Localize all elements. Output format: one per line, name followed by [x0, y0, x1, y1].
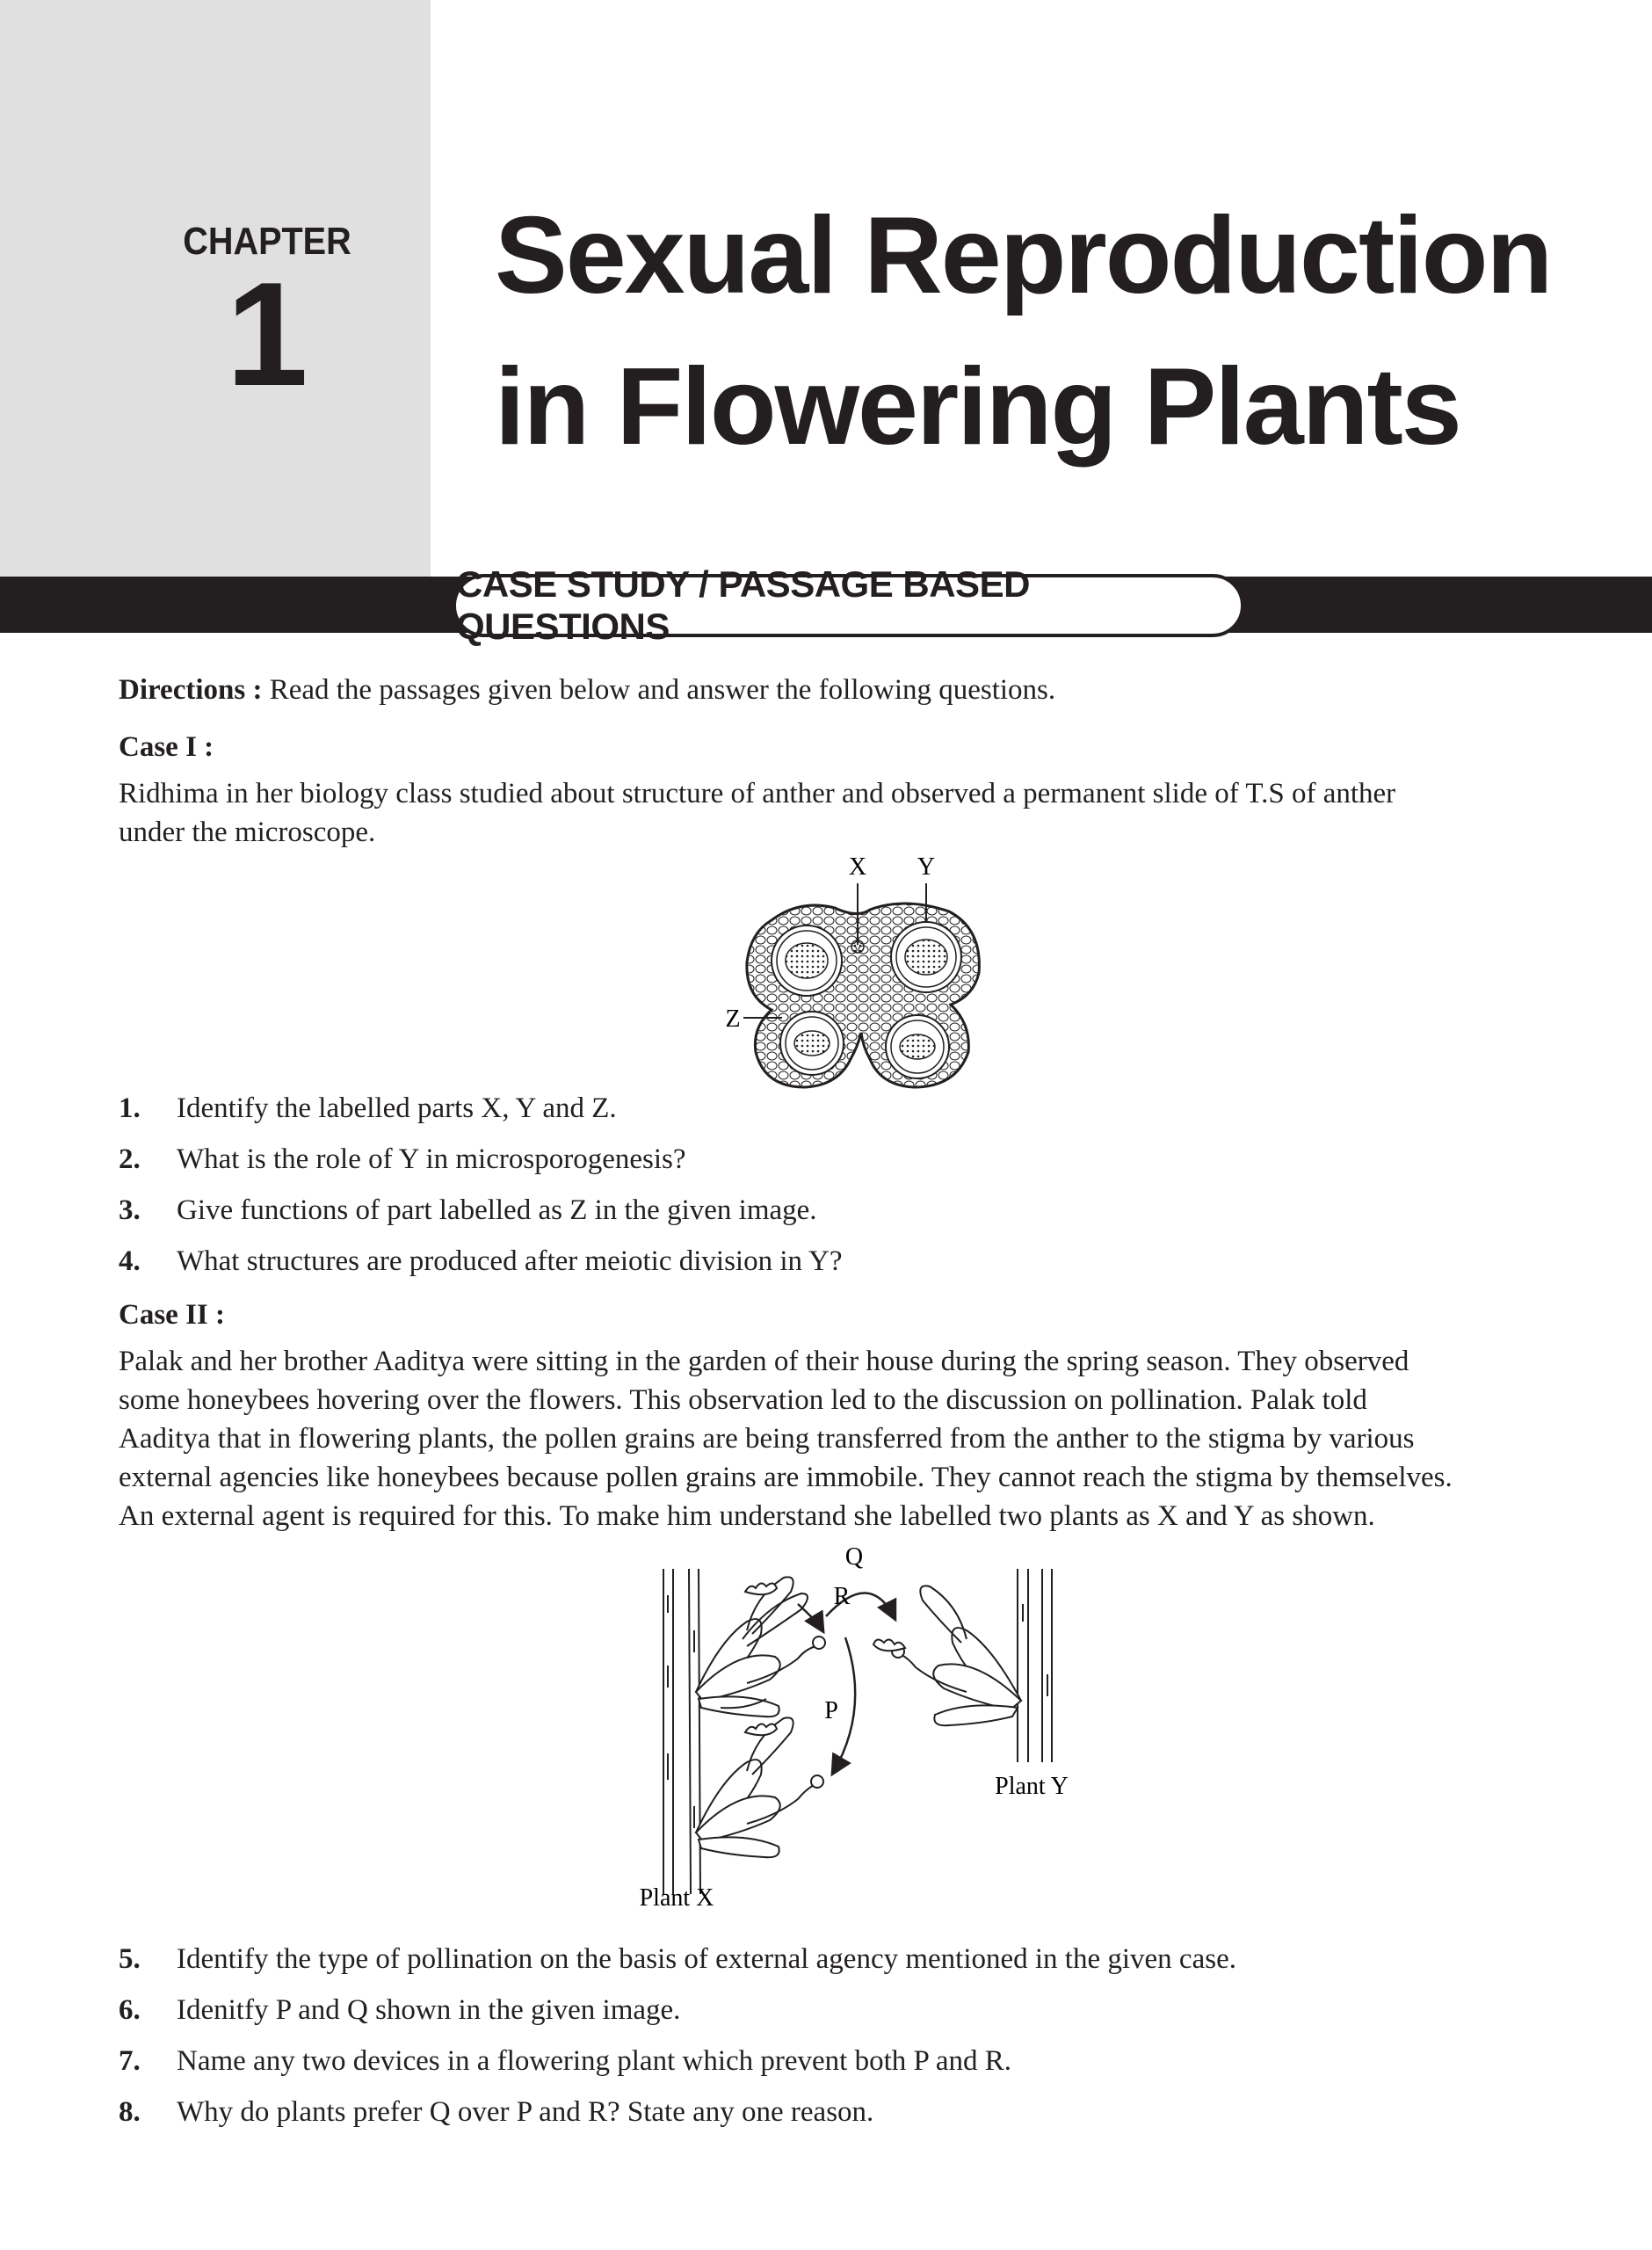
pollen-sac-upper-right — [891, 922, 961, 992]
figure-label-p: P — [824, 1697, 838, 1724]
case-2-passage-line: Palak and her brother Aaditya were sitting in the garden of their house during the spring season. They observed — [119, 1346, 1409, 1377]
question-text: What structures are produced after meiotic division in Y? — [177, 1245, 843, 1277]
chapter-label: CHAPTER — [183, 220, 351, 263]
chapter-number: 1 — [226, 251, 308, 417]
plant-x-lower-flower — [696, 1717, 823, 1857]
directions-text: Read the passages given below and answer the following questions. — [262, 674, 1056, 706]
case-2-passage-line: external agencies like honeybees because pollen grains are immobile. They cannot reach the stigma by themselves. — [119, 1462, 1453, 1493]
pollen-sac-lower-left — [780, 1012, 844, 1075]
case-2-passage-line: An external agent is required for this. To make him understand she labelled two plants as X and Y as shown. — [119, 1500, 1375, 1532]
pollination-figure — [615, 1542, 1107, 1916]
question-text: Why do plants prefer Q over P and R? State any one reason. — [177, 2096, 874, 2128]
question-text: Give functions of part labelled as Z in the given image. — [177, 1194, 817, 1226]
question-item — [119, 2093, 1538, 2144]
question-item — [119, 1089, 1538, 1140]
title-line-1: Sexual Reproduction — [495, 195, 1552, 316]
figure-label-plant-y: Plant Y — [995, 1773, 1069, 1800]
title-line-2: in Flowering Plants — [495, 346, 1460, 468]
case-1-passage — [119, 774, 1538, 852]
connective-tissue — [851, 940, 864, 953]
question-number: 2. — [119, 1143, 141, 1175]
plant-y-stem — [1018, 1569, 1052, 1762]
case-2-passage-line: Aaditya that in flowering plants, the pollen grains are being transferred from the anther to the stigma by various — [119, 1423, 1415, 1455]
question-number: 4. — [119, 1245, 141, 1277]
question-number: 6. — [119, 1994, 141, 2026]
question-item — [119, 1991, 1538, 2042]
case-1-questions — [119, 1089, 1538, 1293]
figure-label-y: Y — [917, 853, 936, 881]
question-number: 8. — [119, 2096, 141, 2128]
pollen-sac-lower-right — [886, 1015, 949, 1078]
question-text: Idenitfy P and Q shown in the given image. — [177, 1994, 681, 2026]
question-item — [119, 1940, 1538, 1991]
case-1-passage-line: Ridhima in her biology class studied about structure of anther and observed a permanent slide of T.S of anther — [119, 778, 1396, 809]
question-item — [119, 1140, 1538, 1191]
page-title — [495, 180, 1593, 483]
case-2-heading: Case II : — [119, 1299, 225, 1331]
arrow-r — [798, 1604, 822, 1630]
question-number: 7. — [119, 2045, 141, 2077]
figure-label-plant-x: Plant X — [639, 1884, 714, 1912]
pollen-sac-upper-left — [772, 925, 842, 996]
directions — [119, 671, 1538, 709]
question-item — [119, 1191, 1538, 1242]
figure-label-q: Q — [844, 1543, 864, 1571]
section-banner-label: CASE STUDY / PASSAGE BASED QUESTIONS — [453, 574, 1244, 637]
question-item — [119, 2042, 1538, 2093]
plant-x-upper-flower — [696, 1577, 825, 1717]
case-1-passage-line: under the microscope. — [119, 817, 376, 848]
question-text: Identify the type of pollination on the basis of external agency mentioned in the given case. — [177, 1943, 1236, 1975]
case-1-heading: Case I : — [119, 731, 214, 763]
figure-label-z: Z — [725, 1005, 741, 1033]
case-2-passage — [119, 1342, 1538, 1535]
plant-x-stem — [663, 1569, 700, 1894]
question-number: 3. — [119, 1194, 141, 1226]
figure-label-r: R — [833, 1583, 851, 1610]
anther-ts-figure — [721, 848, 1002, 1103]
directions-label: Directions : — [119, 674, 263, 706]
question-text: Identify the labelled parts X, Y and Z. — [177, 1092, 617, 1124]
question-number: 5. — [119, 1943, 141, 1975]
question-text: What is the role of Y in microsporogenesis? — [177, 1143, 686, 1175]
figure-label-x: X — [848, 853, 867, 881]
question-number: 1. — [119, 1092, 141, 1124]
case-2-passage-line: some honeybees hovering over the flowers. This observation led to the discussion on pollination. Palak told — [119, 1384, 1367, 1416]
question-item — [119, 1242, 1538, 1293]
question-text: Name any two devices in a flowering plant which prevent both P and R. — [177, 2045, 1012, 2077]
case-2-questions — [119, 1940, 1538, 2144]
plant-y-flower — [873, 1586, 1021, 1725]
